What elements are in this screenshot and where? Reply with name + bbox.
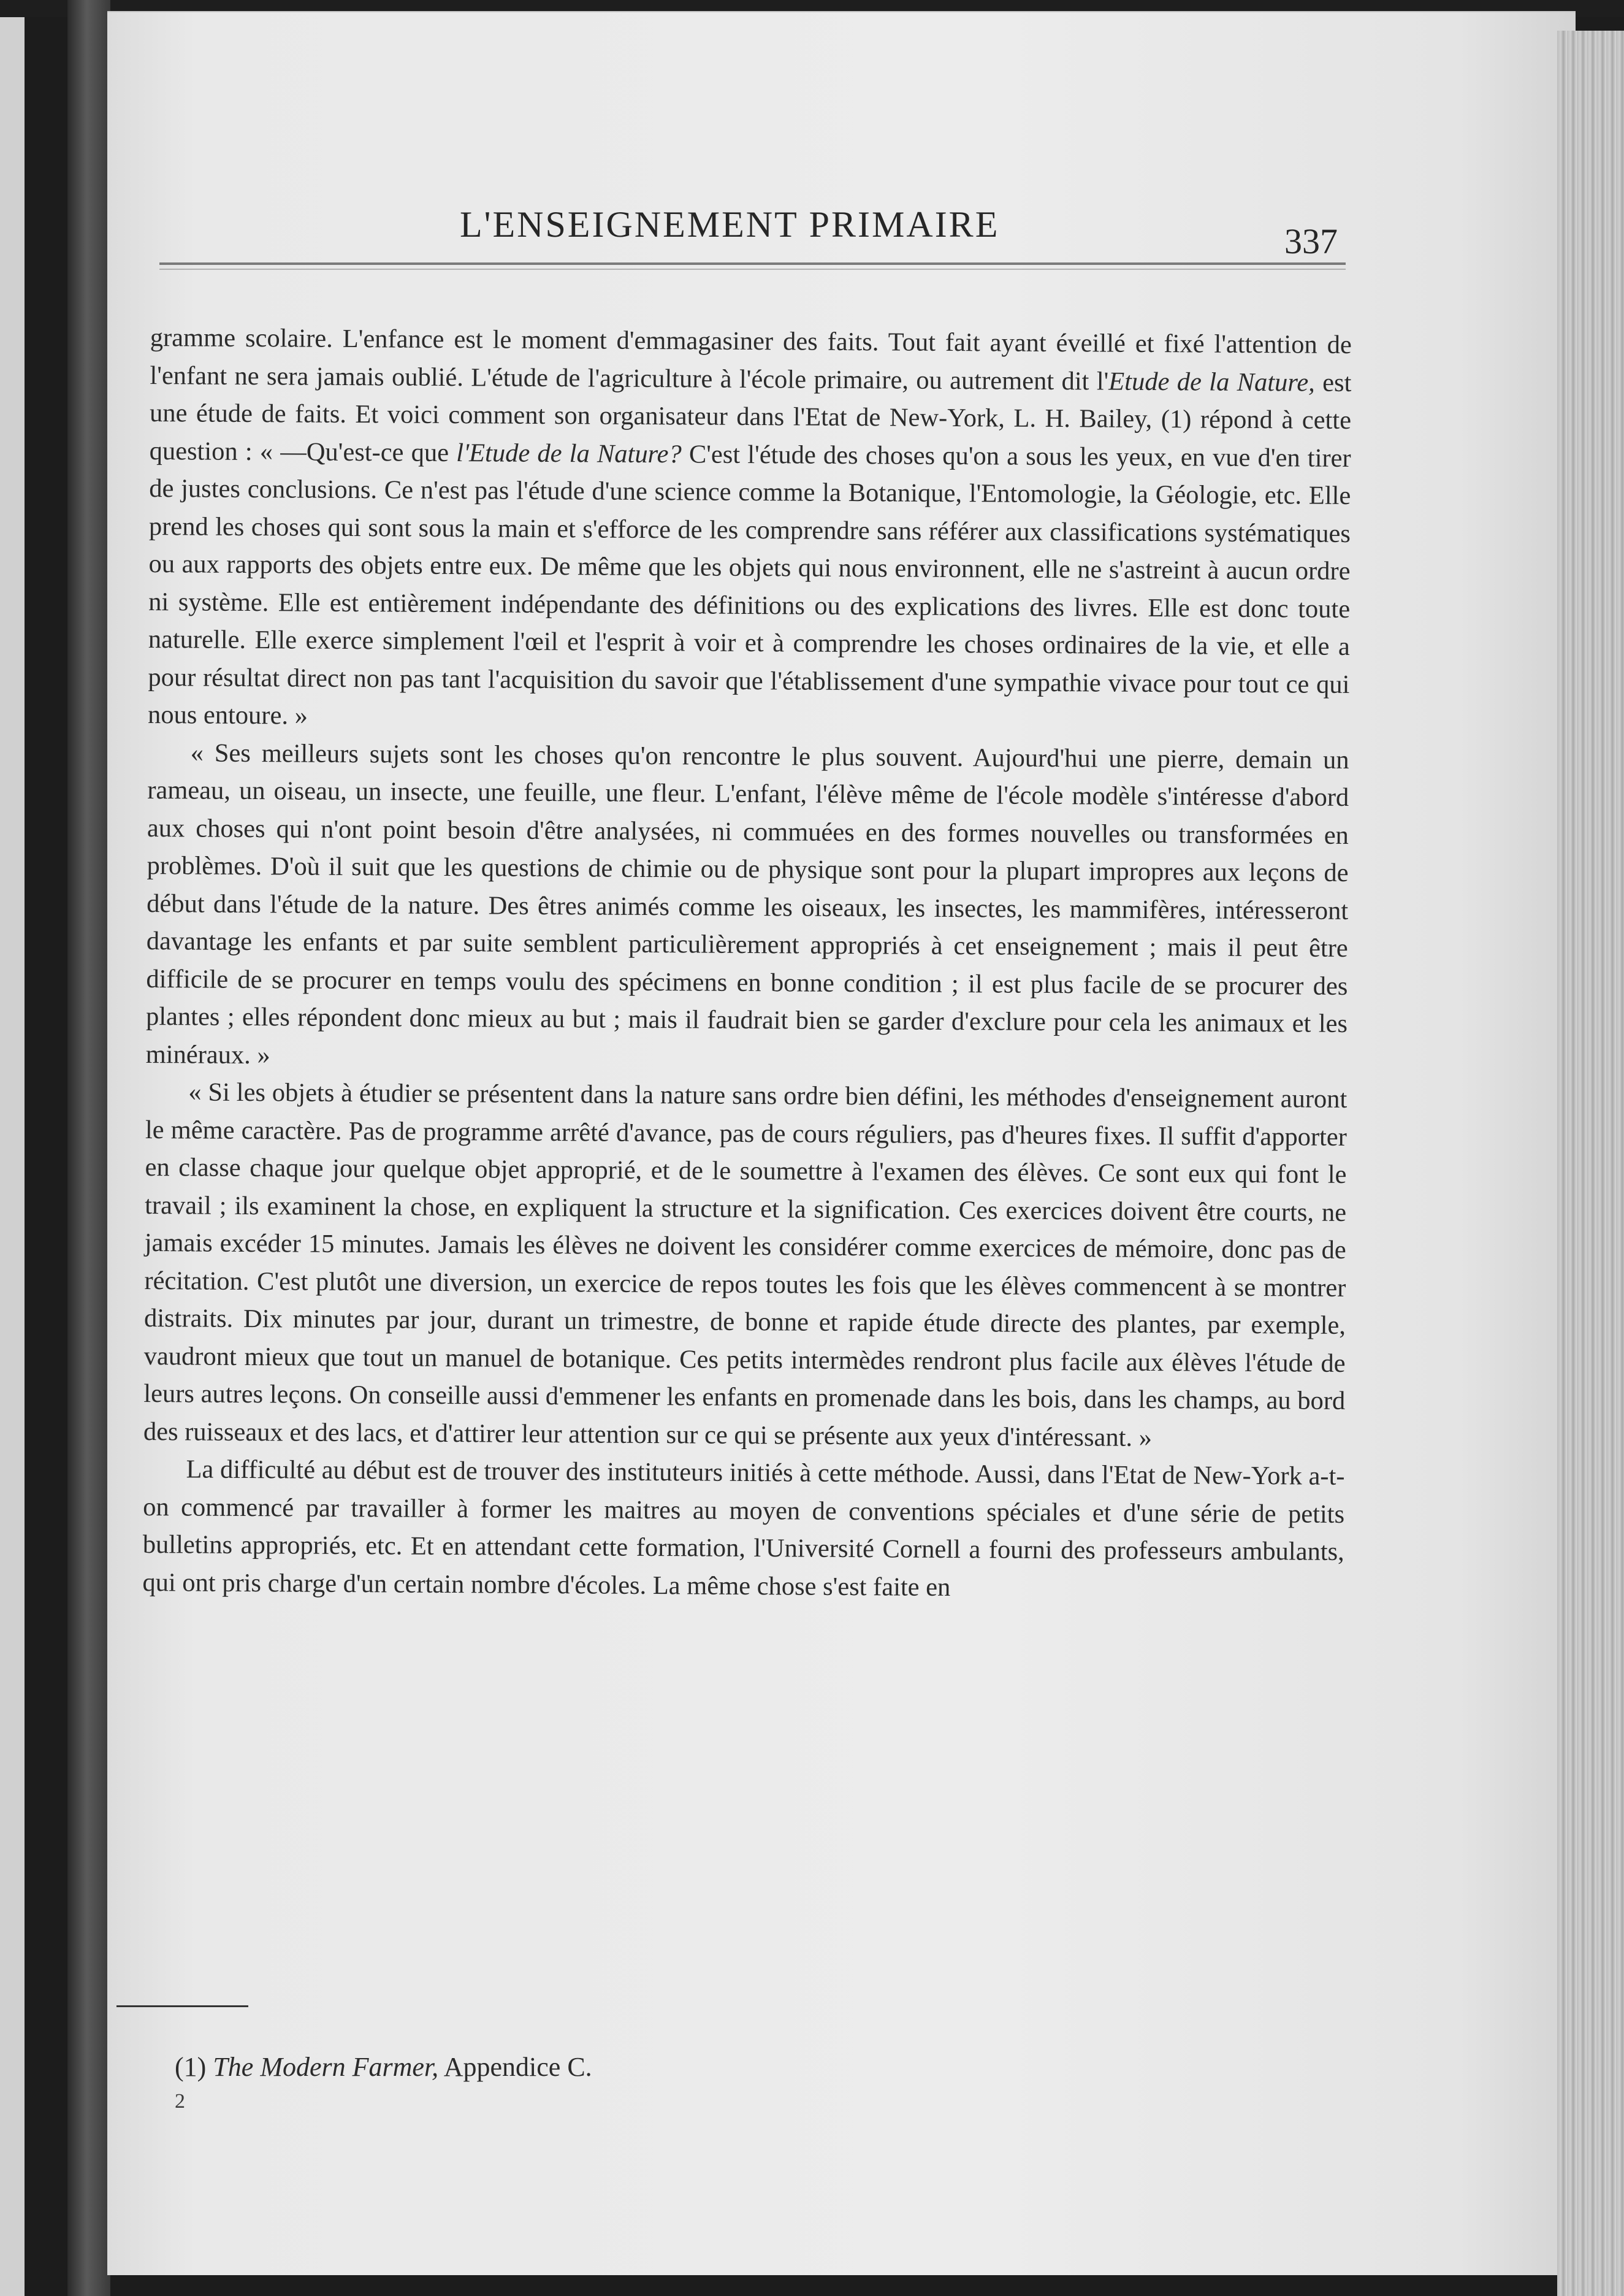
body-paragraph xyxy=(145,733,1349,1080)
signature-mark: 2 xyxy=(175,2090,185,2113)
italic-text: Etude de la Nature, xyxy=(1108,367,1315,397)
body-paragraph xyxy=(143,1073,1348,1458)
scan-background-left xyxy=(0,0,25,2296)
footnote xyxy=(175,2051,592,2083)
body-paragraph xyxy=(142,1450,1344,1609)
page-header xyxy=(107,190,1576,264)
footnote-title: The Modern Farmer, xyxy=(213,2052,439,2082)
footnote-rest: Appendice C. xyxy=(443,2052,592,2082)
footnote-rule xyxy=(116,2005,248,2007)
page-number: 337 xyxy=(1284,221,1338,261)
italic-text: l'Etude de la Nature? xyxy=(456,438,682,469)
paragraph-text: C'est l'étude des choses qu'on a sous les yeux, en vue d'en tirer de justes conclusions. Ce n'est pas l'étude d'une science comme la Botanique, l'Entomologie, la Géologie, etc. Elle prend les choses qui sont sous la main et s'efforce de les comprendre sans référer aux classifications systématiques ou aux rapports des objets entre eux. De même que les objets qui nous environnent, elle ne s'astreint à aucun ordre ni système. Elle est entièrement indépendante des définitions ou des explications des livres. Elle est donc toute naturelle. Elle exerce simplement l'œil et l'esprit à voir et à comprendre les choses ordinaires de la vie, et elle a pour résultat direct non pas tant l'acquisition du savoir que l'établissement d'une sympathie vivace pour tout ce qui nous entoure. » xyxy=(147,439,1351,730)
paragraph-text: « Ses meilleurs sujets sont les choses qu'on rencontre le plus souvent. Aujourd'hui une pierre, demain un rameau, un oiseau, un insecte, une feuille, une fleur. L'enfant, l'élève même de l'école modèle s'intéresse d'abord aux choses qui n'ont point besoin d'être analysées, ni commuées en des formes nouvelles ou transformées en problèmes. D'où il suit que les questions de chimie ou de physique sont pour la plupart impropres aux leçons de début dans l'étude de la nature. Des êtres animés comme les oiseaux, les insectes, les mammifères, intéresseront davantage les enfants et par suite semblent particulièrement appropriés à cet enseignement ; mais il peut être difficile de se procurer en temps voulu des spécimens en bonne condition ; il est plus facile de se procurer des plantes ; elles répondent donc mieux au but ; mais il faudrait bien se garder d'exclure pour cela les animaux et les minéraux. » xyxy=(145,738,1349,1070)
body-text xyxy=(142,319,1352,1609)
footnote-marker: (1) xyxy=(175,2052,207,2082)
book-spine xyxy=(67,0,110,2296)
page-stack-edge xyxy=(1557,31,1624,2296)
book-page xyxy=(107,11,1576,2275)
body-paragraph xyxy=(148,319,1352,741)
header-rule xyxy=(159,262,1346,265)
paragraph-text: gramme scolaire. L'enfance est le moment d'emmagasiner des faits. Tout fait ayant éveillé et fixé l'attention de l'enfant ne sera jamais oublié. L'étude de l'agriculture à l'école primaire, ou autrement dit l' xyxy=(150,323,1352,396)
paragraph-text: « Si les objets à étudier se présentent dans la nature sans ordre bien défini, les méthodes d'enseignement auront le même caractère. Pas de programme arrêté d'avance, pas de cours réguliers, pas d'heures fixes. Il suffit d'apporter en classe chaque jour quelque objet approprié, et de le soumettre à l'examen des élèves. Ce sont eux qui font le travail ; ils examinent la chose, en expliquent la structure et la signification. Ces exercices doivent être courts, ne jamais excéder 15 minutes. Jamais les élèves ne doivent les considérer comme exercices de mémoire, donc pas de récitation. C'est plutôt une diversion, un exercice de repos toutes les fois que les élèves commencent à se montrer distraits. Dix minutes par jour, durant un trimestre, de bonne et rapide étude directe des plantes, par exemple, vaudront mieux que tout un manuel de botanique. Ces petits intermèdes rendront plus facile aux élèves l'étude de leurs autres leçons. On conseille aussi d'emmener les enfants en promenade dans les bois, dans les champs, au bord des ruisseaux et des lacs, et d'attirer leur attention sur ce qui se présente aux yeux d'intéressant. » xyxy=(143,1077,1348,1452)
paragraph-text: est une étude de faits. Et voici comment son organisateur dans l'Etat de New-York, L. H. Bailey, (1) répond à cette question : « —Qu'est-ce que xyxy=(149,368,1352,467)
running-title: L'ENSEIGNEMENT PRIMAIRE xyxy=(460,204,1000,245)
paragraph-text: La difficulté au début est de trouver des instituteurs initiés à cette méthode. Aussi, dans l'Etat de New-York a-t-on commencé par travailler à former les maitres au moyen de conventions spéciales et d'une série de petits bulletins appropriés, etc. Et en attendant cette formation, l'Université Cornell a fourni des professeurs ambulants, qui ont pris charge d'un certain nombre d'écoles. La même chose s'est faite en xyxy=(142,1455,1345,1602)
header-rule-secondary xyxy=(159,269,1346,270)
